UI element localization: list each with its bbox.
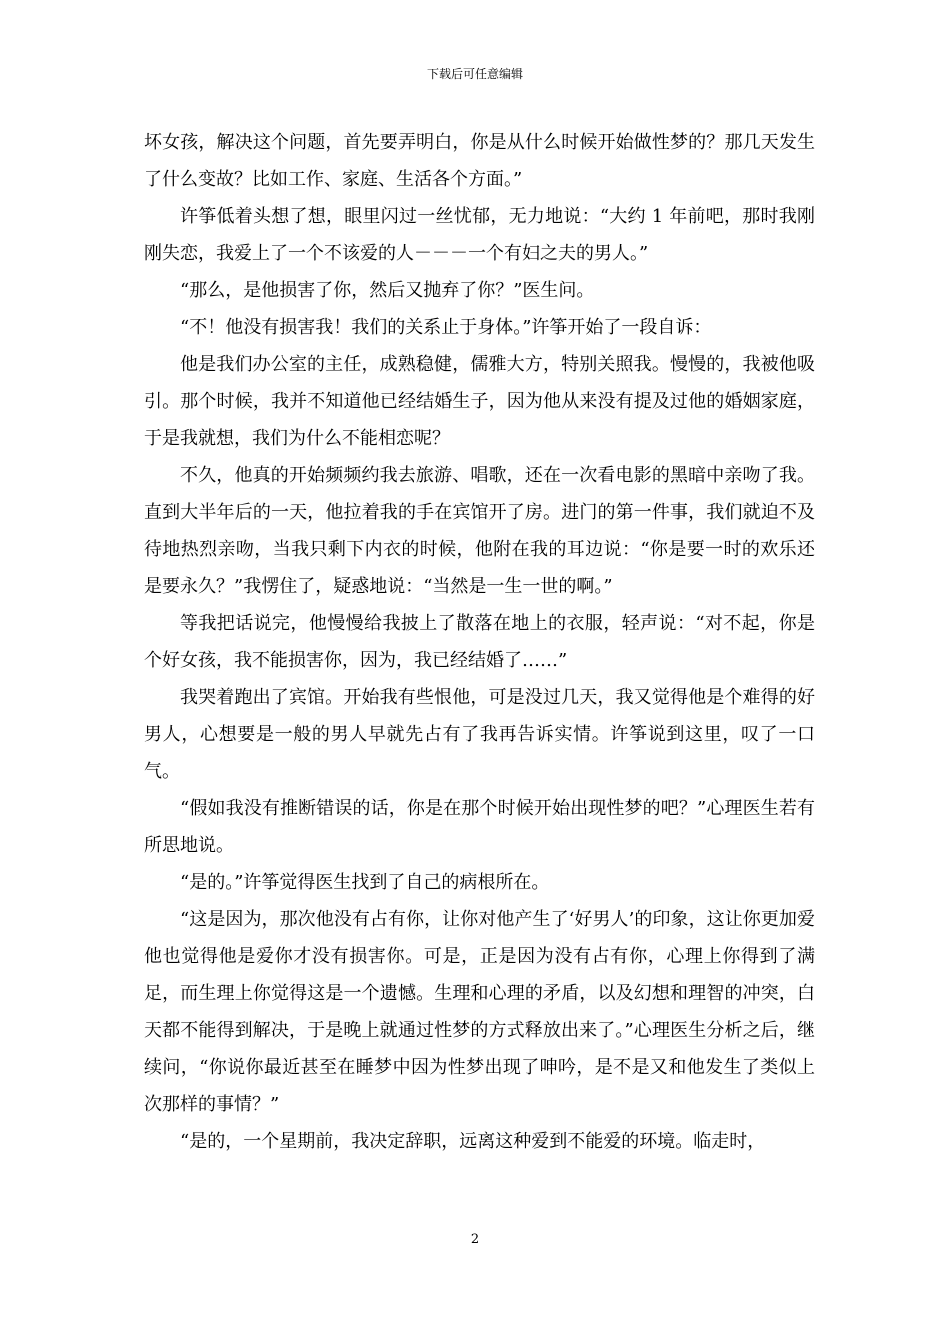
paragraph-5: 他是我们办公室的主任，成熟稳健，儒雅大方，特别关照我。慢慢的，我被他吸引。那个时候，我并不知道他已经结婚生子，因为他从来没有提及过他的婚姻家庭，于是我就想，我们为什么不能相恋呢？	[144, 354, 815, 449]
paragraph-9: “假如我没有推断错误的话，你是在那个时候开始出现性梦的吧？”心理医生若有所思地说。	[144, 798, 815, 856]
page-number: 2	[470, 1232, 480, 1247]
paragraph-3: “那么，是他损害了你，然后又抛弃了你？”医生问。	[180, 280, 595, 301]
paragraph-4: “不！他没有损害我！我们的关系止于身体。”许筝开始了一段自诉：	[180, 317, 712, 338]
paragraph-10: “是的。”许筝觉得医生找到了自己的病根所在。	[180, 872, 550, 893]
paragraph-8: 我哭着跑出了宾馆。开始我有些恨他，可是没过几天，我又觉得他是个难得的好男人，心想要是一般的男人早就先占有了我再告诉实情。许筝说到这里，叹了一口气。	[144, 687, 815, 782]
paragraph-7: 等我把话说完，他慢慢给我披上了散落在地上的衣服，轻声说：“对不起，你是个好女孩，我不能损害你，因为，我已经结婚了……”	[144, 613, 815, 671]
paragraph-6: 不久，他真的开始频频约我去旅游、唱歌，还在一次看电影的黑暗中亲吻了我。直到大半年后的一天，他拉着我的手在宾馆开了房。进门的第一件事，我们就迫不及待地热烈亲吻，当我只剩下内衣的时候，他附在我的耳边说：“你是要一时的欢乐还是要永久？”我愣住了，疑惑地说：“当然是一生一世的啊。”	[144, 465, 815, 597]
paragraph-1: 坏女孩，解决这个问题，首先要弄明白，你是从什么时候开始做性梦的？那几天发生了什么变故？比如工作、家庭、生活各个方面。”	[144, 132, 815, 190]
page-header: 下载后可任意编辑	[426, 67, 523, 81]
paragraph-12: “是的，一个星期前，我决定辞职，远离这种爱到不能爱的环境。临走时，	[180, 1131, 766, 1152]
document-body	[144, 124, 815, 1160]
paragraph-2: 许筝低着头想了想，眼里闪过一丝忧郁，无力地说：“大约 1 年前吧，那时我刚刚失恋，我爱上了一个不该爱的人－－－一个有妇之夫的男人。”	[144, 206, 815, 264]
paragraph-11: “这是因为，那次他没有占有你，让你对他产生了‘好男人’的印象，这让你更加爱他也觉得他是爱你才没有损害你。可是，正是因为没有占有你，心理上你得到了满足，而生理上你觉得这是一个遗憾。生理和心理的矛盾，以及幻想和理智的冲突，白天都不能得到解决，于是晚上就通过性梦的方式释放出来了。”心理医生分析之后，继续问，“你说你最近甚至在睡梦中因为性梦出现了呻吟，是不是又和他发生了类似上次那样的事情？”	[144, 909, 815, 1115]
